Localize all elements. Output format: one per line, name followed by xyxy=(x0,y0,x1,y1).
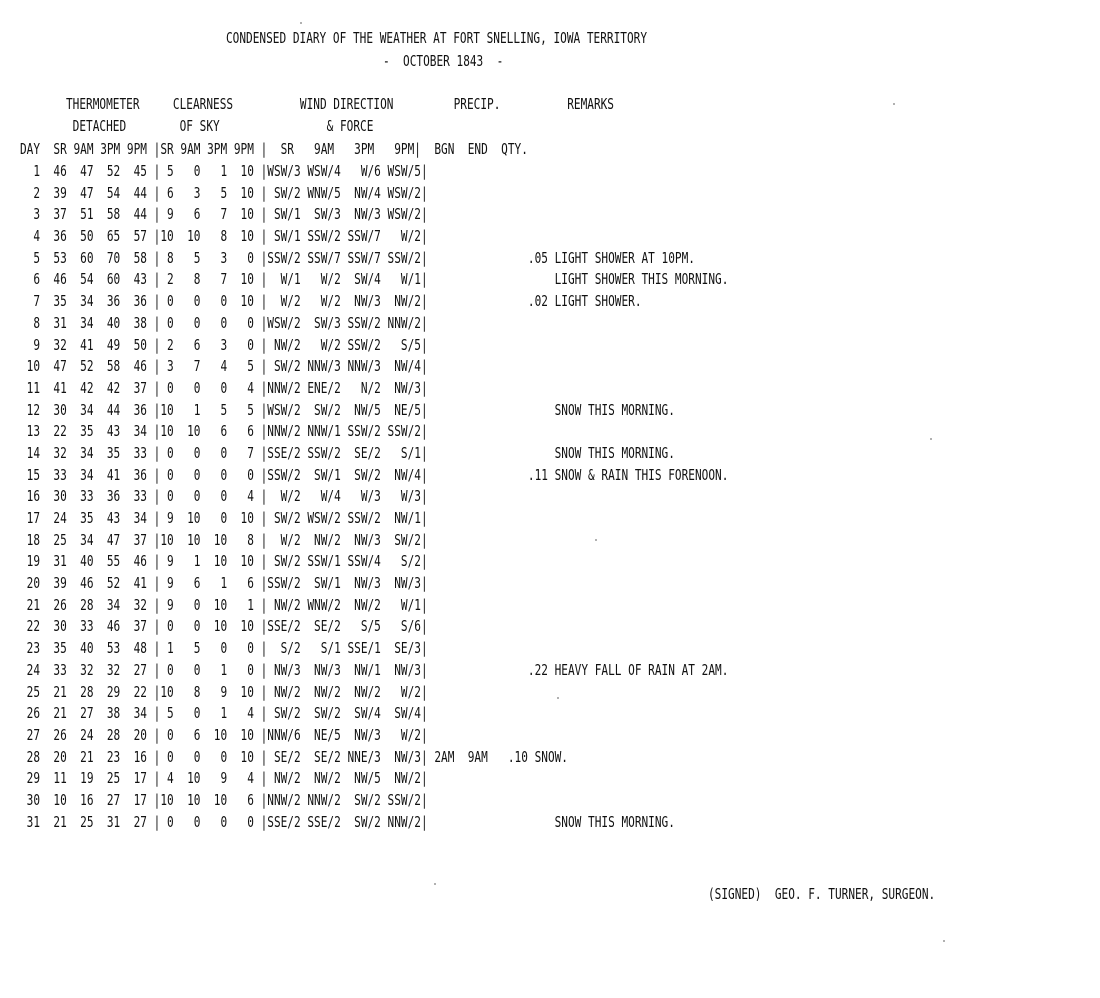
scan-speck xyxy=(893,103,895,105)
document-title: CONDENSED DIARY OF THE WEATHER AT FORT SNELLING, IOWA TERRITORY xyxy=(226,29,648,47)
table-row: 19 31 40 55 46 | 9 1 10 10 | SW/2 SSW/1 SSW/4 S/2| xyxy=(20,552,428,571)
table-row: 7 35 34 36 36 | 0 0 0 10 | W/2 W/2 NW/3 NW/2| .02 LIGHT SHOWER. xyxy=(20,292,642,311)
table-row: 29 11 19 25 17 | 4 10 9 4 | NW/2 NW/2 NW/5 NW/2| xyxy=(20,769,428,788)
table-row: 26 21 27 38 34 | 5 0 1 4 | SW/2 SW/2 SW/4 SW/4| xyxy=(20,704,428,723)
scan-speck xyxy=(595,539,597,541)
table-row: 8 31 34 40 38 | 0 0 0 0 |WSW/2 SW/3 SSW/2 NNW/2| xyxy=(20,313,428,332)
table-row: 10 47 52 58 46 | 3 7 4 5 | SW/2 NNW/3 NNW/3 NW/4| xyxy=(20,357,428,376)
table-row: 14 32 34 35 33 | 0 0 0 7 |SSE/2 SSW/2 SE/2 S/1| SNOW THIS MORNING. xyxy=(20,443,675,462)
table-row: 23 35 40 53 48 | 1 5 0 0 | S/2 S/1 SSE/1 SE/3| xyxy=(20,639,428,658)
table-row: 31 21 25 31 27 | 0 0 0 0 |SSE/2 SSE/2 SW/2 NNW/2| SNOW THIS MORNING. xyxy=(20,812,675,831)
table-row: 2 39 47 54 44 | 6 3 5 10 | SW/2 WNW/5 NW/4 WSW/2| xyxy=(20,183,428,202)
scan-speck xyxy=(943,940,945,942)
table-row: 21 26 28 34 32 | 9 0 10 1 | NW/2 WNW/2 NW/2 W/1| xyxy=(20,595,428,614)
scan-speck xyxy=(557,697,559,699)
table-row: 11 41 42 42 37 | 0 0 0 4 |NNW/2 ENE/2 N/2 NW/3| xyxy=(20,378,428,397)
table-row: 13 22 35 43 34 |10 10 6 6 |NNW/2 NNW/1 SSW/2 SSW/2| xyxy=(20,422,428,441)
document-subtitle: - OCTOBER 1843 - xyxy=(383,52,504,70)
table-row: 12 30 34 44 36 |10 1 5 5 |WSW/2 SW/2 NW/5 NE/5| SNOW THIS MORNING. xyxy=(20,400,675,419)
column-group-subheaders: DETACHED OF SKY & FORCE xyxy=(66,117,374,135)
table-row: 20 39 46 52 41 | 9 6 1 6 |SSW/2 SW/1 NW/3 NW/3| xyxy=(20,574,428,593)
table-row: 9 32 41 49 50 | 2 6 3 0 | NW/2 W/2 SSW/2 S/5| xyxy=(20,335,428,354)
table-row: 22 30 33 46 37 | 0 0 10 10 |SSE/2 SE/2 S/5 S/6| xyxy=(20,617,428,636)
table-row: 18 25 34 47 37 |10 10 10 8 | W/2 NW/2 NW/3 SW/2| xyxy=(20,530,428,549)
table-row: 3 37 51 58 44 | 9 6 7 10 | SW/1 SW/3 NW/3 WSW/2| xyxy=(20,205,428,224)
table-row: 15 33 34 41 36 | 0 0 0 0 |SSW/2 SW/1 SW/2 NW/4| .11 SNOW & RAIN THIS FORENOON. xyxy=(20,465,729,484)
column-group-headers: THERMOMETER CLEARNESS WIND DIRECTION PRECIP. REMARKS xyxy=(66,95,614,113)
signature-line: (SIGNED) GEO. F. TURNER, SURGEON. xyxy=(708,885,936,903)
table-row: 1 46 47 52 45 | 5 0 1 10 |WSW/3 WSW/4 W/6 WSW/5| xyxy=(20,162,428,180)
table-row: 5 53 60 70 58 | 8 5 3 0 |SSW/2 SSW/7 SSW/7 SSW/2| .05 LIGHT SHOWER AT 10PM. xyxy=(20,248,695,267)
table-row: 24 33 32 32 27 | 0 0 1 0 | NW/3 NW/3 NW/1 NW/3| .22 HEAVY FALL OF RAIN AT 2AM. xyxy=(20,660,729,679)
table-row: 28 20 21 23 16 | 0 0 0 10 | SE/2 SE/2 NNE/3 NW/3| 2AM 9AM .10 SNOW. xyxy=(20,747,568,766)
scan-speck xyxy=(930,438,932,440)
table-row: 25 21 28 29 22 |10 8 9 10 | NW/2 NW/2 NW/2 W/2| xyxy=(20,682,428,701)
table-row: 17 24 35 43 34 | 9 10 0 10 | SW/2 WSW/2 SSW/2 NW/1| xyxy=(20,509,428,527)
table-row: 16 30 33 36 33 | 0 0 0 4 | W/2 W/4 W/3 W/3| xyxy=(20,487,428,506)
table-row: 4 36 50 65 57 |10 10 8 10 | SW/1 SSW/2 SSW/7 W/2| xyxy=(20,227,428,246)
column-headers: DAY SR 9AM 3PM 9PM |SR 9AM 3PM 9PM | SR 9AM 3PM 9PM| BGN END QTY. xyxy=(20,140,528,158)
scan-speck xyxy=(434,883,436,885)
table-row: 6 46 54 60 43 | 2 8 7 10 | W/1 W/2 SW/4 W/1| LIGHT SHOWER THIS MORNING. xyxy=(20,270,729,289)
table-row: 30 10 16 27 17 |10 10 10 6 |NNW/2 NNW/2 SW/2 SSW/2| xyxy=(20,790,428,809)
scan-speck xyxy=(300,22,302,24)
table-row: 27 26 24 28 20 | 0 6 10 10 |NNW/6 NE/5 NW/3 W/2| xyxy=(20,725,428,744)
weather-table xyxy=(20,161,728,833)
